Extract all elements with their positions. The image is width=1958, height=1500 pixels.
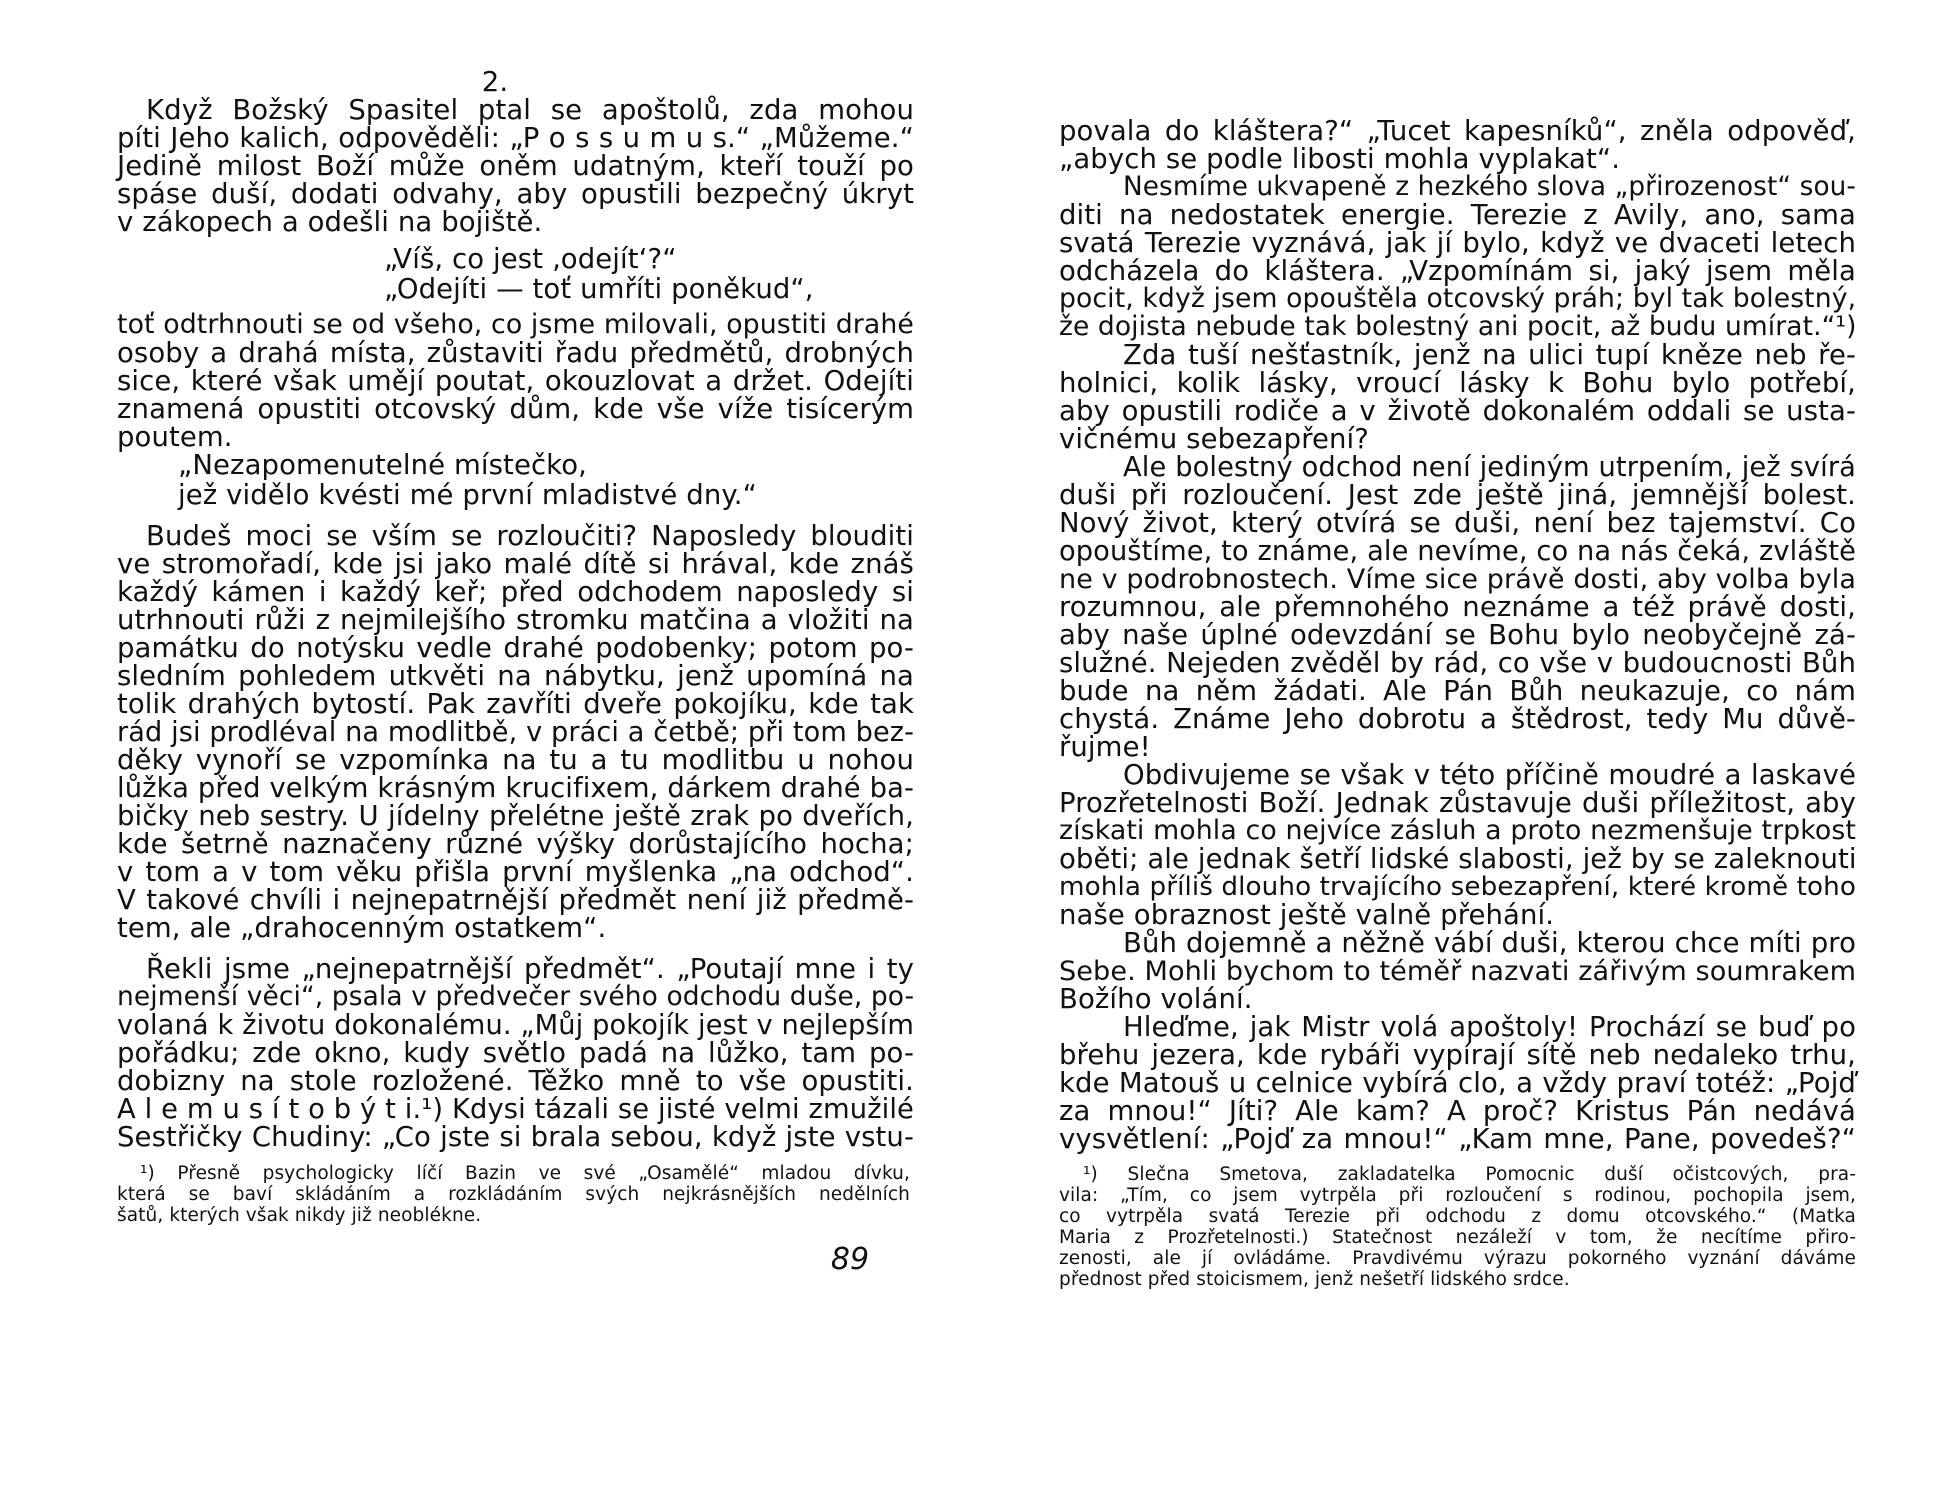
footnote-line: Maria z Prozřetelnosti.) Statečnost nezáleží v tom, že necítíme přiro-	[1059, 1227, 1856, 1248]
text-line: Bůh dojemně a něžně vábí duši, kterou chce míti pro	[1123, 927, 1856, 959]
quote-line: „Odejíti — toť umříti poněkud“,	[384, 273, 814, 305]
footnote-line: ¹) Slečna Smetova, zakladatelka Pomocnic duší očistcových, pra-	[1083, 1164, 1856, 1185]
text-line: sledním pohledem utkvěti na nábytku, jenž upomíná na	[117, 660, 914, 692]
footnote-line: která se baví skládáním a rozkládáním svých nejkrásnějších nedělních	[117, 1184, 910, 1205]
text-line: poutem.	[117, 421, 233, 453]
text-line: vičnému sebezapření?	[1059, 423, 1369, 455]
text-line: řujme!	[1059, 731, 1151, 763]
text-line: Prozřetelnosti Boží. Jednak zůstavuje duši příležitost, aby	[1059, 787, 1856, 819]
text-line: Božího volání.	[1059, 983, 1253, 1015]
text-line: mohla příliš dlouho trvajícího sebezapření, které kromě toho	[1059, 872, 1856, 902]
text-line: Zda tuší nešťastník, jenž na ulici tupí kněze neb ře-	[1123, 339, 1856, 371]
footnote-line: co vytrpěla svatá Terezie při odchodu z domu otcovského.“ (Matka	[1059, 1206, 1856, 1227]
text-line: naše obraznost ještě valně přehání.	[1059, 899, 1555, 931]
text-line: utrhnouti růži z nejmilejšího stromku matčina a vložiti na	[117, 604, 914, 636]
text-line: bude na něm žádati. Ale Pán Bůh neukazuje, co nám	[1059, 675, 1856, 707]
footnote-line: vila: „Tím, co jsem vytrpěla při rozloučení s rodinou, pochopila jsem,	[1059, 1185, 1856, 1206]
text-line: pocit, když jsem opouštěla otcovský práh; byl tak bolestný,	[1059, 283, 1857, 314]
text-line: opouštíme, to známe, ale nevíme, co na nás čeká, zvláště	[1059, 536, 1856, 567]
text-line: břehu jezera, kde rybáři vypírají sítě neb nedaleko trhu,	[1059, 1039, 1856, 1071]
text-line: získati mohla co nejvíce zásluh a proto nezmenšuje trpkost	[1059, 815, 1856, 846]
text-line: píti Jeho kalich, odpověděli: „P o s s u m u s.“ „Můžeme.“	[117, 122, 914, 154]
text-line: volaná k životu dokonalému. „Můj pokojík jest v nejlepším	[117, 1010, 914, 1041]
text-line: bičky neb sestry. U jídelny přelétne ještě zrak po dveřích,	[117, 800, 914, 832]
text-line: aby naše úplné odevzdání se Bohu bylo neobyčejně zá-	[1059, 619, 1856, 651]
text-line: památku do notýsku vedle drahé podobenky; potom po-	[117, 632, 914, 664]
text-line: svatá Terezie vyznává, jak jí bylo, když ve dvaceti letech	[1059, 227, 1856, 259]
right-page	[979, 0, 1958, 1500]
text-line: Když Božský Spasitel ptal se apoštolů, zda mohou	[146, 94, 914, 126]
text-line: duši při rozloučení. Jest zde ještě jiná, jemnější bolest.	[1059, 479, 1856, 511]
text-line: lůžka před velkým krásným krucifixem, dárkem drahé ba-	[117, 773, 914, 804]
text-line: ve stromořadí, kde jsi jako malé dítě si hrával, kde znáš	[117, 548, 914, 580]
text-line: diti na nedostatek energie. Terezie z Avily, ano, sama	[1059, 199, 1856, 231]
text-line: Nový život, který otvírá se duši, není bez tajemství. Co	[1059, 507, 1856, 539]
page-number: 89	[830, 1242, 870, 1277]
text-line: pořádku; zde okno, kudy světlo padá na lůžko, tam po-	[117, 1037, 914, 1069]
text-line: A l e m u s í t o b ý t i.¹) Kdysi tázali se jisté velmi zmužilé	[117, 1094, 914, 1125]
text-line: „abych se podle libosti mohla vyplakat“.	[1059, 143, 1621, 175]
text-line: v zákopech a odešli na bojiště.	[117, 206, 543, 238]
text-line: Sestřičky Chudiny: „Co jste si brala sebou, když jste vstu-	[117, 1121, 914, 1153]
text-line: oběti; ale jednak šetří lidské slabosti, jež by se zaleknouti	[1059, 843, 1857, 875]
text-line: Hleďme, jak Mistr volá apoštoly! Prochází se buď po	[1123, 1011, 1856, 1043]
footnote-line: přednost před stoicismem, jenž nešetří lidského srdce.	[1059, 1269, 1570, 1290]
text-line: holnici, kolik lásky, vroucí lásky k Bohu bylo potřebí,	[1059, 367, 1856, 399]
quote-line: „Nezapomenutelné místečko,	[178, 449, 587, 481]
text-line: ne v podrobnostech. Víme sice právě dosti, aby volba byla	[1059, 564, 1856, 595]
text-line: Jedině milost Boží může oněm udatným, kteří touží po	[117, 150, 914, 182]
chapter-number: 2.	[481, 66, 509, 98]
text-line: že dojista nebude tak bolestný ani pocit, až budu umírat.“¹)	[1059, 311, 1857, 342]
quote-line: „Víš, co jest ‚odejít‘?“	[384, 243, 677, 275]
text-line: spáse duší, dodati odvahy, aby opustili bezpečný úkryt	[117, 178, 914, 210]
text-line: tem, ale „drahocenným ostatkem“.	[117, 912, 607, 944]
quote-line: jež vidělo kvésti mé první mladistvé dny.“	[178, 479, 757, 511]
text-line: Ale bolestný odchod není jediným utrpením, jež svírá	[1123, 452, 1856, 483]
text-line: služné. Nejeden zvěděl by rád, co vše v budoucnosti Bůh	[1059, 647, 1856, 679]
text-line: v tom a v tom věku přišla první myšlenka „na odchod“.	[117, 856, 914, 888]
text-line: rozumnou, ale přemnohého neznáme a též právě dosti,	[1059, 591, 1856, 623]
text-line: Nesmíme ukvapeně z hezkého slova „přirozenost“ sou-	[1123, 172, 1856, 202]
text-line: Řekli jsme „nejnepatrnější předmět“. „Poutají mne i ty	[146, 953, 914, 985]
text-line: Obdivujeme se však v této příčině moudré a laskavé	[1123, 759, 1856, 791]
text-line: děky vynoří se vzpomínka na tu a tu modlitbu u nohou	[117, 744, 914, 776]
footnote-line: zenosti, ale jí ovládáme. Pravdivému výrazu pokorného vyznání dáváme	[1059, 1248, 1856, 1269]
text-line: dobizny na stole rozložené. Těžko mně to vše opustiti.	[117, 1065, 914, 1097]
text-line: kde šetrně naznačeny různé výšky dorůstajícího hocha;	[117, 828, 914, 860]
text-line: každý kámen i každý keř; před odchodem naposledy si	[117, 576, 914, 608]
text-line: sice, které však umějí poutat, okouzlovat a držet. Odejíti	[117, 365, 914, 397]
text-line: nejmenší věci“, psala v předvečer svého odchodu duše, po-	[117, 981, 915, 1012]
text-line: toť odtrhnouti se od všeho, co jsme milovali, opustiti drahé	[117, 309, 914, 340]
text-line: chystá. Známe Jeho dobrotu a štědrost, tedy Mu důvě-	[1059, 703, 1856, 735]
text-line: kde Matouš u celnice vybírá clo, a vždy praví totéž: „Pojď	[1059, 1067, 1856, 1099]
text-line: vysvětlení: „Pojď za mnou!“ „Kam mne, Pane, povedeš?“	[1059, 1123, 1856, 1155]
text-line: Budeš moci se vším se rozloučiti? Naposledy blouditi	[146, 520, 914, 552]
text-line: rád jsi prodléval na modlitbě, v práci a četbě; při tom bez-	[117, 717, 914, 748]
text-line: Sebe. Mohli bychom to téměř nazvati zářivým soumrakem	[1059, 956, 1857, 987]
text-line: znamená opustiti otcovský dům, kde vše víže tisícerým	[117, 393, 914, 425]
footnote-line: ¹) Přesně psychologicky líčí Bazin ve své „Osamělé“ mladou dívku,	[140, 1163, 910, 1184]
text-line: tolik drahých bytostí. Pak zavříti dveře pokojíku, kde tak	[117, 688, 914, 720]
text-line: za mnou!“ Jíti? Ale kam? A proč? Kristus Pán nedává	[1059, 1095, 1856, 1127]
text-line: V takové chvíli i nejnepatrnější předmět není již předmě-	[117, 884, 914, 916]
text-line: povala do kláštera?“ „Tucet kapesníků“, zněla odpověď,	[1059, 115, 1856, 147]
text-line: odcházela do kláštera. „Vzpomínám si, jaký jsem měla	[1059, 255, 1856, 287]
text-line: osoby a drahá místa, zůstaviti řadu předmětů, drobných	[117, 337, 914, 369]
footnote-line: šatů, kterých však nikdy již neoblékne.	[117, 1205, 482, 1226]
text-line: aby opustili rodiče a v životě dokonalém oddali se usta-	[1059, 395, 1856, 427]
